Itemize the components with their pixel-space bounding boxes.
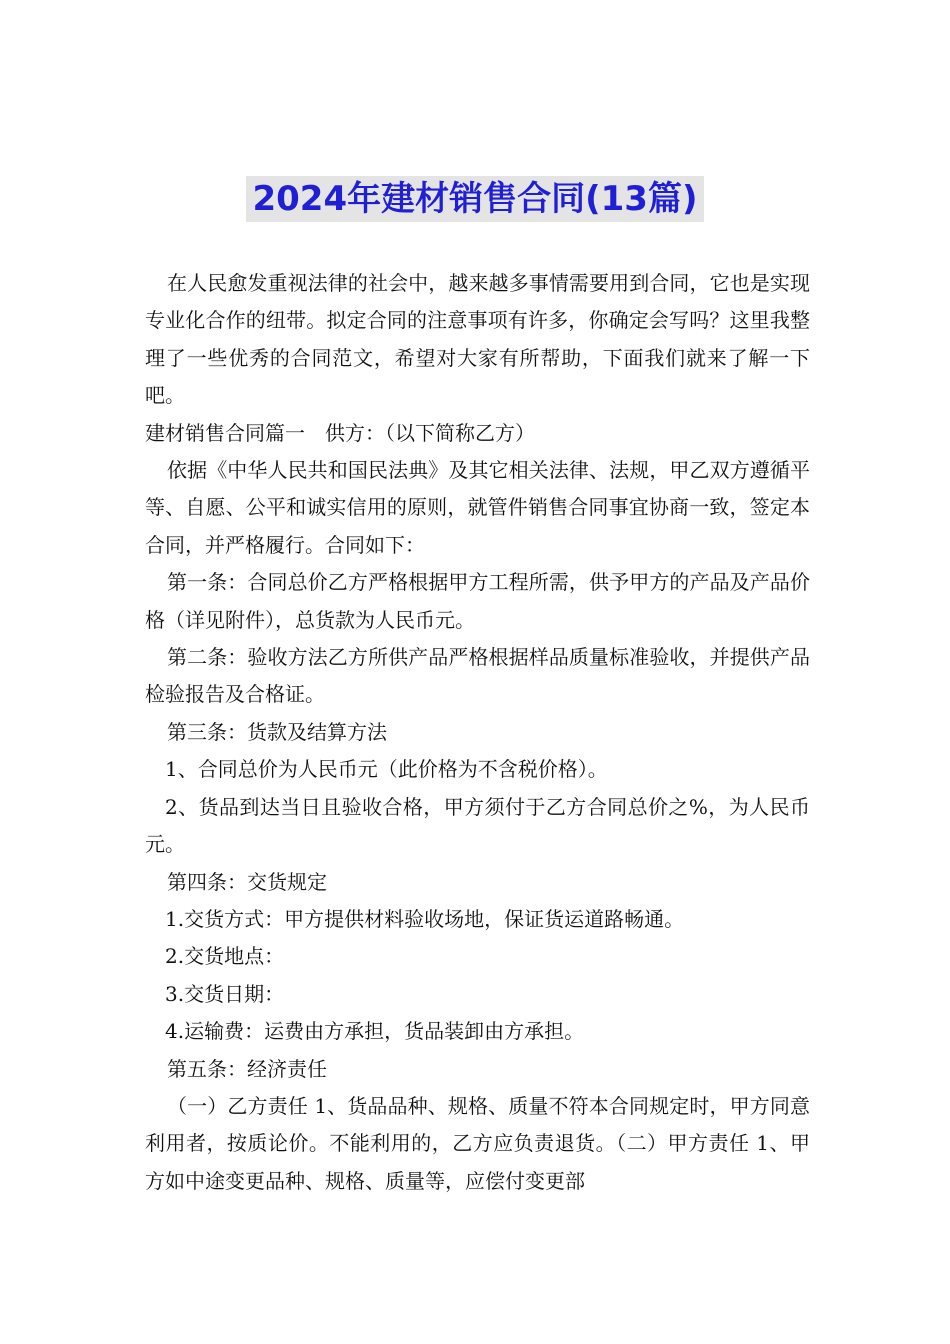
- clause-5-heading: 第五条：经济责任: [167, 1056, 327, 1081]
- title-container: [0, 176, 950, 222]
- clause-3-item-2: 2、货品到达当日且验收合格，甲方须付于乙方合同总价之%，为人民币元。: [145, 794, 810, 857]
- clause-4-item-4: 4.运输费：运费由方承担，货品装卸由方承担。: [165, 1019, 585, 1044]
- clause-3-heading: 第三条：货款及结算方法: [167, 719, 387, 744]
- clause-5-body: （一）乙方责任 1、货品品种、规格、质量不符本合同规定时，甲方同意利用者，按质论价。不能利用的，乙方应负责退货。（二）甲方责任 1、甲方如中途变更品种、规格、质量等，应偿付变更部: [145, 1093, 810, 1193]
- paragraph-legal-basis: 依据《中华人民共和国民法典》及其它相关法律、法规，甲乙双方遵循平等、自愿、公平和诚实信用的原则，就管件销售合同事宜协商一致，签定本合同，并严格履行。合同如下：: [145, 458, 810, 557]
- clause-2: 第二条：验收方法乙方所供产品严格根据样品质量标准验收，并提供产品检验报告及合格证。: [145, 645, 810, 707]
- document-title: 2024年建材销售合同(13篇): [246, 176, 703, 222]
- clause-4-heading: 第四条：交货规定: [167, 869, 327, 894]
- document-body: [145, 265, 810, 1200]
- clause-4-item-2: 2.交货地点：: [165, 944, 285, 969]
- clause-1: 第一条：合同总价乙方严格根据甲方工程所需，供予甲方的产品及产品价格（详见附件），总货款为人民币元。: [145, 570, 810, 632]
- clause-4-item-3: 3.交货日期：: [165, 981, 285, 1006]
- section-heading-supplier: 建材销售合同篇一 供方：（以下简称乙方）: [145, 420, 535, 445]
- clause-3-item-1: 1、合同总价为人民币元（此价格为不含税价格）。: [165, 757, 608, 782]
- clause-4-item-1: 1.交货方式：甲方提供材料验收场地，保证货运道路畅通。: [165, 906, 685, 931]
- intro-paragraph: 在人民愈发重视法律的社会中，越来越多事情需要用到合同，它也是实现专业化合作的纽带。拟定合同的注意事项有许多，你确定会写吗？这里我整理了一些优秀的合同范文，希望对大家有所帮助，下面我们就来了解一下吧。: [145, 271, 810, 408]
